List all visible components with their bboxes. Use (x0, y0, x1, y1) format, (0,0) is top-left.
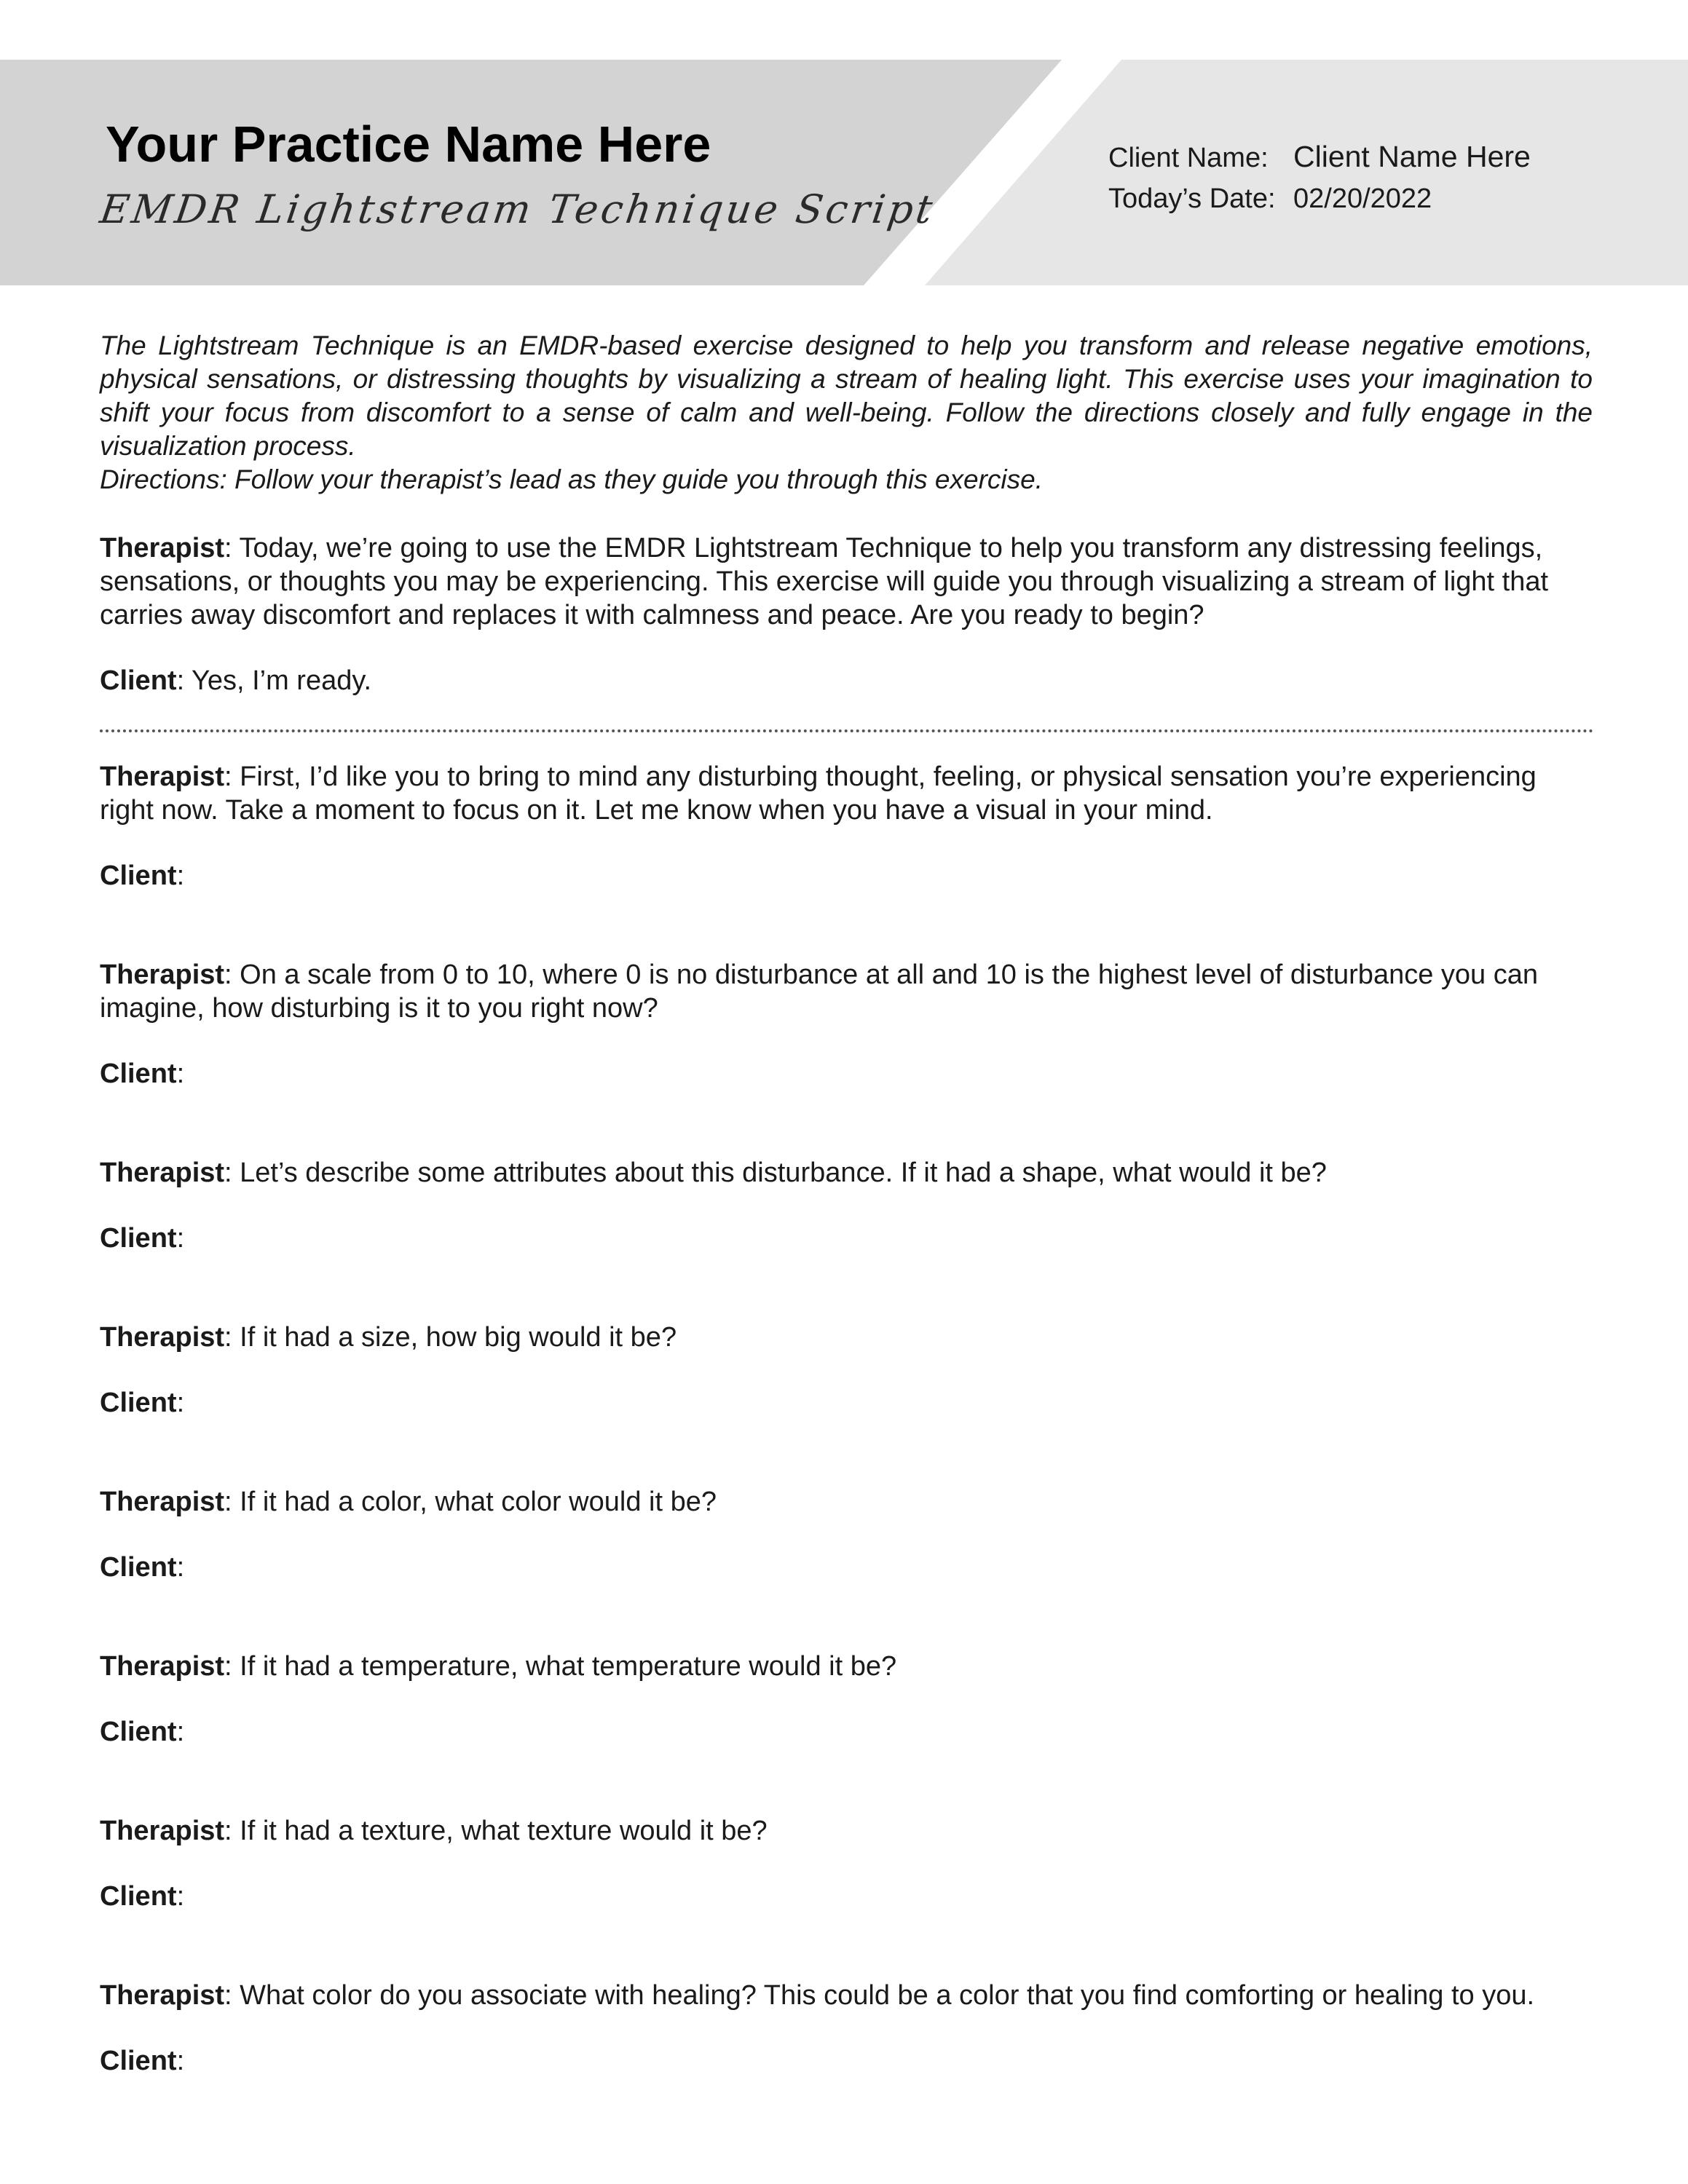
client-speaker: Client (100, 1388, 177, 1418)
client-speaker: Client (100, 2046, 177, 2076)
opening-client-line (100, 664, 1593, 697)
therapist-text: : What color do you associate with healing? This could be a color that you find comforting or healing to you. (224, 1980, 1535, 2011)
question-7 (100, 1814, 1593, 1913)
therapist-line (100, 1156, 1593, 1190)
therapist-text: : First, I’d like you to bring to mind any disturbing thought, feeling, or physical sensation you’re experiencing right now. Take a moment to focus on it. Let me know when you have a visual in your mind. (100, 761, 1537, 826)
client-speaker: Client (100, 1881, 177, 1912)
client-name-row (1108, 140, 1531, 183)
therapist-line (100, 1814, 1593, 1848)
therapist-line (100, 958, 1593, 1025)
date-label: Today’s Date: (1108, 183, 1276, 214)
client-name-label: Client Name: (1108, 143, 1269, 173)
client-text: : (176, 1223, 185, 1254)
client-text: : (176, 1717, 185, 1747)
client-text: : Yes, I’m ready. (176, 665, 372, 696)
question-4 (100, 1321, 1593, 1420)
therapist-speaker: Therapist (100, 1158, 225, 1188)
client-name-value[interactable]: Client Name Here (1293, 140, 1531, 173)
therapist-text: : If it had a texture, what texture would it be? (224, 1816, 768, 1846)
therapist-line (100, 1650, 1593, 1683)
therapist-text: : On a scale from 0 to 10, where 0 is no disturbance at all and 10 is the highest level of disturbance you can imagine, how disturbing is it to you right now? (100, 960, 1538, 1024)
intro-paragraph: The Lightstream Technique is an EMDR-based exercise designed to help you transform and release negative emotions, physical sensations, or distressing thoughts by visualizing a stream of healing light. This exercise uses your imagination to shift your focus from discomfort to a sense of calm and well-being. Follow the directions closely and fully engage in the visualization process. (100, 331, 1593, 461)
client-speaker: Client (100, 1059, 177, 1089)
script-content (100, 329, 1593, 2078)
therapist-text: : If it had a size, how big would it be? (224, 1322, 677, 1353)
question-5 (100, 1485, 1593, 1584)
date-row (1108, 183, 1531, 227)
therapist-speaker: Therapist (100, 1816, 225, 1846)
client-info (1108, 140, 1531, 227)
therapist-text: : Let’s describe some attributes about this disturbance. If it had a shape, what would it be? (224, 1158, 1327, 1188)
therapist-speaker: Therapist (100, 533, 225, 563)
client-speaker: Client (100, 1552, 177, 1583)
question-2 (100, 958, 1593, 1091)
therapist-line (100, 1321, 1593, 1354)
client-response[interactable] (100, 1715, 1593, 1749)
practice-name: Your Practice Name Here (106, 116, 711, 173)
client-text: : (176, 860, 185, 891)
client-speaker: Client (100, 860, 177, 891)
client-speaker: Client (100, 665, 177, 696)
therapist-speaker: Therapist (100, 1980, 225, 2011)
therapist-text: : If it had a temperature, what temperature would it be? (224, 1651, 897, 1682)
client-response[interactable] (100, 1880, 1593, 1913)
client-text: : (176, 1388, 185, 1418)
intro-directions: Directions: Follow your therapist’s lead as they guide you through this exercise. (100, 464, 1043, 494)
client-text: : (176, 1881, 185, 1912)
client-speaker: Client (100, 1223, 177, 1254)
date-value[interactable]: 02/20/2022 (1293, 183, 1432, 214)
therapist-text: : If it had a color, what color would it be? (224, 1487, 717, 1517)
opening-therapist-line (100, 531, 1593, 632)
therapist-line (100, 760, 1593, 827)
therapist-line (100, 1979, 1593, 2012)
question-3 (100, 1156, 1593, 1255)
question-8 (100, 1979, 1593, 2078)
therapist-speaker: Therapist (100, 1651, 225, 1682)
client-text: : (176, 1059, 185, 1089)
client-text: : (176, 1552, 185, 1583)
therapist-speaker: Therapist (100, 1322, 225, 1353)
therapist-text: : Today, we’re going to use the EMDR Lightstream Technique to help you transform any distressing feelings, sensations, or thoughts you may be experiencing. This exercise will guide you through visualizing a stream of light that carries away discomfort and replaces it with calmness and peace. Are you ready to begin? (100, 533, 1549, 630)
header-band (0, 60, 1688, 285)
question-1 (100, 760, 1593, 893)
document-title: EMDR Lightstream Technique Script (97, 186, 939, 232)
therapist-speaker: Therapist (100, 960, 225, 990)
client-response[interactable] (100, 2044, 1593, 2078)
client-response[interactable] (100, 1386, 1593, 1420)
client-response[interactable] (100, 1551, 1593, 1584)
client-text: : (176, 2046, 185, 2076)
therapist-line (100, 1485, 1593, 1519)
intro-section (100, 329, 1593, 496)
client-response[interactable] (100, 859, 1593, 893)
client-speaker: Client (100, 1717, 177, 1747)
therapist-speaker: Therapist (100, 1487, 225, 1517)
client-response[interactable] (100, 1222, 1593, 1255)
dotted-divider (100, 729, 1594, 732)
question-6 (100, 1650, 1593, 1749)
therapist-speaker: Therapist (100, 761, 225, 792)
client-response[interactable] (100, 1057, 1593, 1091)
